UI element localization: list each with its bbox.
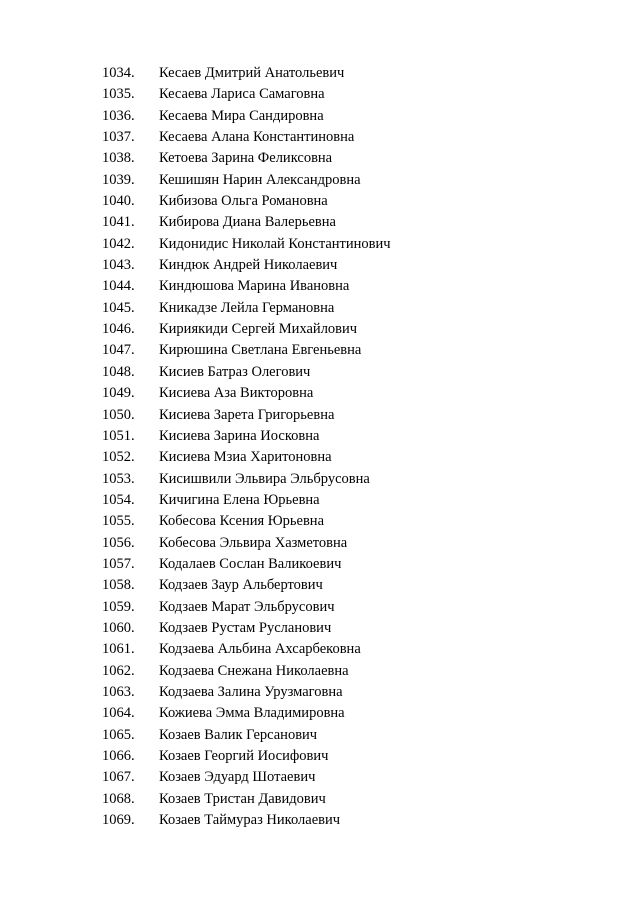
entry-name: Козаев Эдуард Шотаевич [159, 769, 316, 786]
entry-number: 1069. [102, 812, 135, 829]
entry-number: 1050. [102, 406, 135, 423]
entry-number: 1052. [102, 449, 135, 466]
entry-number: 1062. [102, 662, 135, 679]
list-item [0, 405, 640, 426]
entry-number: 1057. [102, 555, 135, 572]
list-item [0, 362, 640, 383]
entry-number: 1035. [102, 86, 135, 103]
entry-number: 1034. [102, 65, 135, 81]
entry-name: Кидонидис Николай Константинович [159, 235, 391, 252]
entry-number: 1067. [102, 769, 135, 786]
entry-name: Киндюшова Марина Ивановна [159, 278, 350, 295]
list-item [0, 469, 640, 490]
list-item [0, 554, 640, 575]
list-item [0, 340, 640, 361]
entry-number: 1051. [102, 427, 135, 444]
entry-number: 1044. [102, 278, 135, 295]
list-item [0, 511, 640, 532]
entry-number: 1053. [102, 470, 135, 487]
entry-number: 1038. [102, 150, 135, 167]
list-item [0, 127, 640, 148]
entry-name: Кешишян Нарин Александровна [159, 171, 361, 188]
name-list [0, 63, 640, 831]
list-item [0, 319, 640, 340]
entry-number: 1045. [102, 299, 135, 316]
entry-number: 1065. [102, 726, 135, 743]
list-item [0, 597, 640, 618]
entry-name: Кобесова Ксения Юрьевна [159, 513, 325, 530]
list-item [0, 639, 640, 660]
entry-name: Кириякиди Сергей Михайлович [159, 321, 358, 338]
list-item [0, 746, 640, 767]
entry-number: 1055. [102, 513, 135, 530]
entry-name: Кисиева Зарина Иосковна [159, 427, 320, 444]
entry-name: Кетоева Зарина Феликсовна [159, 150, 333, 167]
entry-number: 1048. [102, 363, 135, 380]
list-item [0, 682, 640, 703]
entry-number: 1056. [102, 534, 135, 551]
entry-name: Кисиева Зарета Григорьевна [159, 406, 335, 423]
entry-number: 1047. [102, 342, 135, 359]
entry-name: Козаев Таймураз Николаевич [159, 812, 341, 829]
entry-name: Кодзаев Марат Эльбрусович [159, 598, 335, 615]
entry-name: Козаев Валик Герсанович [159, 726, 318, 743]
list-item [0, 106, 640, 127]
list-item [0, 661, 640, 682]
list-item [0, 170, 640, 191]
list-item [0, 767, 640, 788]
entry-name: Кникадзе Лейла Германовна [159, 299, 335, 316]
entry-number: 1061. [102, 641, 135, 658]
entry-name: Кесаев Дмитрий Анатольевич [159, 65, 345, 81]
entry-name: Кибизова Ольга Романовна [159, 193, 328, 210]
entry-name: Кисиев Батраз Олегович [159, 363, 311, 380]
list-item [0, 575, 640, 596]
entry-number: 1059. [102, 598, 135, 615]
entry-name: Кодзаева Залина Урузмаговна [159, 683, 343, 700]
list-item [0, 298, 640, 319]
entry-number: 1039. [102, 171, 135, 188]
entry-name: Козаев Тристан Давидович [159, 790, 326, 807]
entry-number: 1041. [102, 214, 135, 231]
entry-number: 1064. [102, 705, 135, 722]
entry-number: 1036. [102, 107, 135, 124]
list-item [0, 191, 640, 212]
list-item [0, 255, 640, 276]
entry-name: Кисиева Аза Викторовна [159, 385, 314, 402]
entry-name: Кисишвили Эльвира Эльбрусовна [159, 470, 370, 487]
entry-number: 1046. [102, 321, 135, 338]
entry-number: 1063. [102, 683, 135, 700]
entry-name: Кодзаев Заур Альбертович [159, 577, 323, 594]
list-item [0, 490, 640, 511]
list-item [0, 234, 640, 255]
entry-name: Киндюк Андрей Николаевич [159, 257, 338, 274]
entry-name: Козаев Георгий Иосифович [159, 748, 329, 764]
entry-number: 1040. [102, 193, 135, 210]
list-item [0, 63, 640, 84]
entry-name: Кисиева Мзиа Харитоновна [159, 449, 332, 466]
entry-name: Кичигина Елена Юрьевна [159, 491, 320, 508]
entry-number: 1049. [102, 385, 135, 402]
list-item [0, 703, 640, 724]
entry-number: 1042. [102, 235, 135, 252]
list-item [0, 276, 640, 297]
list-item [0, 148, 640, 169]
entry-number: 1043. [102, 257, 135, 274]
entry-name: Кесаева Алана Константиновна [159, 129, 355, 146]
entry-name: Кибирова Диана Валерьевна [159, 214, 336, 231]
list-item [0, 810, 640, 831]
entry-name: Кодзаев Рустам Русланович [159, 619, 332, 636]
entry-name: Кожиева Эмма Владимировна [159, 705, 345, 722]
entry-name: Кодзаева Альбина Ахсарбековна [159, 641, 361, 658]
list-item [0, 789, 640, 810]
entry-name: Кесаева Лариса Самаговна [159, 86, 325, 103]
entry-number: 1054. [102, 491, 135, 508]
entry-number: 1037. [102, 129, 135, 146]
list-item [0, 725, 640, 746]
list-item [0, 426, 640, 447]
entry-number: 1060. [102, 619, 135, 636]
list-item [0, 618, 640, 639]
entry-name: Кирюшина Светлана Евгеньевна [159, 342, 362, 359]
entry-name: Кодалаев Сослан Валикоевич [159, 555, 342, 572]
list-item [0, 447, 640, 468]
entry-number: 1058. [102, 577, 135, 594]
entry-number: 1066. [102, 748, 135, 764]
list-item [0, 84, 640, 105]
list-item [0, 533, 640, 554]
list-item [0, 383, 640, 404]
entry-name: Кобесова Эльвира Хазметовна [159, 534, 348, 551]
list-item [0, 212, 640, 233]
entry-name: Кесаева Мира Сандировна [159, 107, 324, 124]
entry-number: 1068. [102, 790, 135, 807]
entry-name: Кодзаева Снежана Николаевна [159, 662, 349, 679]
